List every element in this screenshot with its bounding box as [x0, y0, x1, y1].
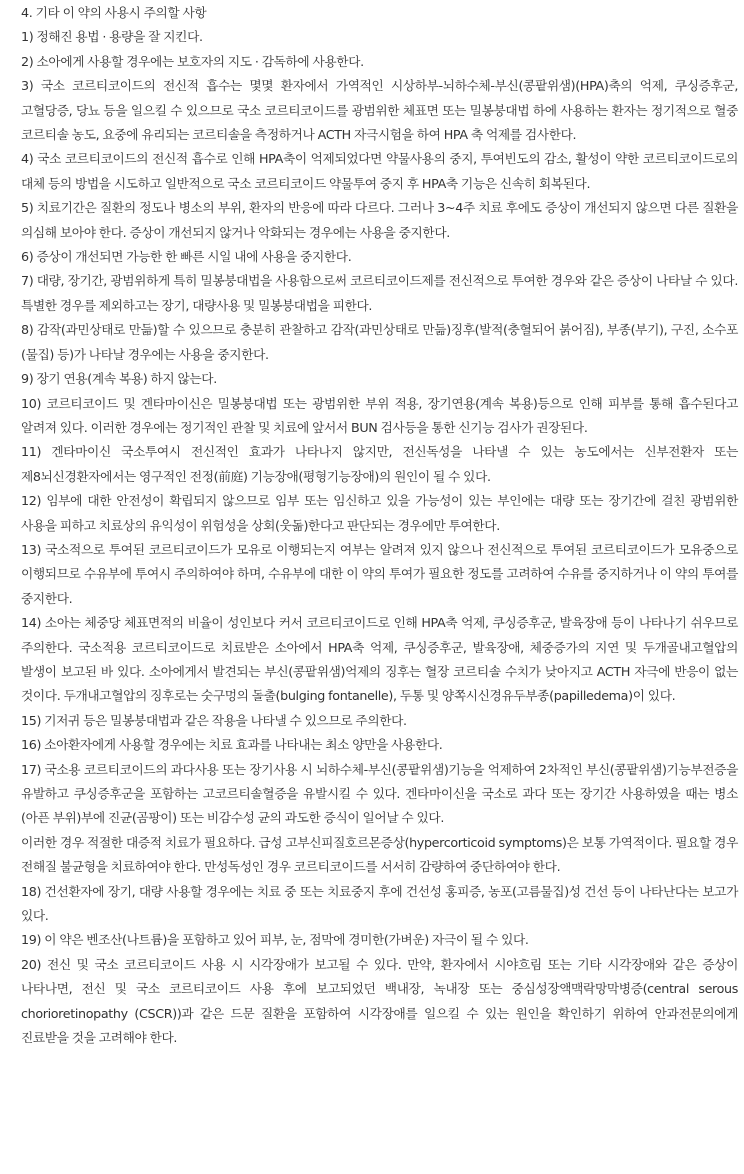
precaution-item-19: 19) 이 약은 벤조산(나트륨)을 포함하고 있어 피부, 눈, 점막에 경미한(가벼운) 자극이 될 수 있다. [21, 932, 529, 948]
precaution-item-1: 1) 정해진 용법 · 용량을 잘 지킨다. [21, 29, 203, 45]
precaution-item-7: 7) 대량, 장기간, 광범위하게 특히 밀봉붕대법을 사용함으로써 코르티코이드제를 전신적으로 투여한 경우와 같은 증상이 나타날 수 있다. 특별한 경우를 제외하고는 장기, 대량사용 및 밀봉붕대법을 피한다. [21, 273, 738, 313]
precaution-item-14: 14) 소아는 체중당 체표면적의 비율이 성인보다 커서 코르티코이드로 인해 HPA축 억제, 쿠싱증후군, 발육장애 등이 나타나기 쉬우므로 주의한다. 국소적용 코르티코이드로 치료받은 소아에서 HPA축 억제, 쿠싱증후군, 발육장애, 체중증가의 지연 및 두개골내고혈압의 발생이 보고된 바 있다. 소아에게서 발견되는 부신(콩팥위샘)억제의 징후는 혈장 코르티솔 수치가 낮아지고 ACTH 자극에 반응이 없는 것이다. 두개내고혈압의 징후로는 숫구멍의 돌출(bulging fontanelle), 두통 및 양쪽시신경유두부종(papilledema)이 있다. [21, 615, 738, 704]
precaution-item-4: 4) 국소 코르티코이드의 전신적 흡수로 인해 HPA축이 억제되었다면 약물사용의 중지, 투여빈도의 감소, 활성이 약한 코르티코이드로의 대체 등의 방법을 시도하고 일반적으로 국소 코르티코이드 약물투여 중지 후 HPA축 기능은 신속히 회복된다. [21, 151, 738, 191]
precaution-item-15: 15) 기저귀 등은 밀봉붕대법과 같은 작용을 나타낼 수 있으므로 주의한다. [21, 712, 407, 728]
precaution-item-9: 9) 장기 연용(계속 복용) 하지 않는다. [21, 371, 217, 387]
precaution-item-12: 12) 임부에 대한 안전성이 확립되지 않으므로 임부 또는 임신하고 있을 가능성이 있는 부인에는 대량 또는 장기간에 걸친 광범위한 사용을 피하고 치료상의 유익성이 위험성을 상회(웃돎)한다고 판단되는 경우에만 투여한다. [21, 493, 738, 533]
precaution-item-5: 5) 치료기간은 질환의 정도나 병소의 부위, 환자의 반응에 따라 다르다. 그러나 3~4주 치료 후에도 증상이 개선되지 않으면 다른 질환을 의심해 보아야 한다. 증상이 개선되지 않거나 악화되는 경우에는 사용을 중지한다. [21, 200, 738, 240]
precaution-item-20: 20) 전신 및 국소 코르티코이드 사용 시 시각장애가 보고될 수 있다. 만약, 환자에서 시야흐림 또는 기타 시각장애와 같은 증상이 나타나면, 전신 및 국소 코르티코이드 사용 후에 보고되었던 백내장, 녹내장 또는 중심성장액맥락망막병증(central serous chorioretinopathy (CSCR))과 같은 드문 질환을 포함하여 시각장애를 일으킬 수 있는 원인을 확인하기 위하여 안과전문의에게 진료받을 것을 고려해야 한다. [21, 956, 738, 1046]
precaution-item-17-continued: 이러한 경우 적절한 대증적 치료가 필요하다. 급성 고부신피질호르몬증상(hypercorticoid symptoms)은 보통 가역적이다. 필요할 경우 전해질 불균형을 치료하여야 한다. 만성독성인 경우 코르티코이드를 서서히 감량하여 중단하여야 한다. [21, 834, 738, 875]
section-heading: 4. 기타 이 약의 사용시 주의할 사항 [21, 5, 207, 20]
precaution-item-11: 11) 겐타마이신 국소투여시 전신적인 효과가 나타나지 않지만, 전신독성을 나타낼 수 있는 농도에서는 신부전환자 또는 제8뇌신경환자에서는 영구적인 전정(前庭) 기능장애(평형기능장애)의 원인이 될 수 있다. [21, 444, 738, 484]
precaution-item-8: 8) 감작(과민상태로 만듦)할 수 있으므로 충분히 관찰하고 감작(과민상태로 만듦)징후(발적(충혈되어 붉어짐), 부종(부기), 구진, 소수포(물집) 등)가 나타날 경우에는 사용을 중지한다. [21, 322, 738, 362]
precaution-item-3: 3) 국소 코르티코이드의 전신적 흡수는 몇몇 환자에서 가역적인 시상하부-뇌하수체-부신(콩팥위샘)(HPA)축의 억제, 쿠싱증후군, 고혈당증, 당뇨 등을 일으킬 수 있으므로 국소 코르티코이드를 광범위한 체표면 또는 밀봉붕대법 하에 사용하는 환자는 정기적으로 혈중 코르티솔 농도, 요중에 유리되는 코르티솔을 측정하거나 ACTH 자극시험을 하여 HPA 축 억제를 검사한다. [21, 78, 738, 143]
precaution-item-17: 17) 국소용 코르티코이드의 과다사용 또는 장기사용 시 뇌하수체-부신(콩팥위샘)기능을 억제하여 2차적인 부신(콩팥위샘)기능부전증을 유발하고 쿠싱증후군을 포함하는 고코르티솔혈증을 유발시킬 수 있다. 겐타마이신을 국소로 과다 또는 장기간 사용하였을 때는 병소(아픈 부위)부에 진균(곰팡이) 또는 비감수성 균의 과도한 증식이 일어날 수 있다. [21, 761, 738, 826]
precaution-item-2: 2) 소아에게 사용할 경우에는 보호자의 지도 · 감독하에 사용한다. [21, 53, 364, 69]
precaution-item-13: 13) 국소적으로 투여된 코르티코이드가 모유로 이행되는지 여부는 알려져 있지 않으나 전신적으로 투여된 코르티코이드가 모유중으로 이행되므로 수유부에 투여시 주의하여야 하며, 수유부에 대한 이 약의 투여가 필요한 정도를 고려하여 수유를 중지하거나 이 약의 투여를 중지한다. [21, 541, 738, 606]
precaution-item-16: 16) 소아환자에게 사용할 경우에는 치료 효과를 나타내는 최소 양만을 사용한다. [21, 737, 443, 753]
precaution-item-18: 18) 건선환자에 장기, 대량 사용할 경우에는 치료 중 또는 치료중지 후에 건선성 홍피증, 농포(고름물집)성 건선 등이 나타난다는 보고가 있다. [21, 883, 738, 924]
precaution-item-10: 10) 코르티코이드 및 겐타마이신은 밀봉붕대법 또는 광범위한 부위 적용, 장기연용(계속 복용)등으로 인해 피부를 통해 흡수된다고 알려져 있다. 이러한 경우에는 정기적인 관찰 및 치료에 앞서서 BUN 검사등을 통한 신기능 검사가 권장된다. [21, 395, 738, 435]
precaution-item-6: 6) 증상이 개선되면 가능한 한 빠른 시일 내에 사용을 중지한다. [21, 249, 352, 265]
